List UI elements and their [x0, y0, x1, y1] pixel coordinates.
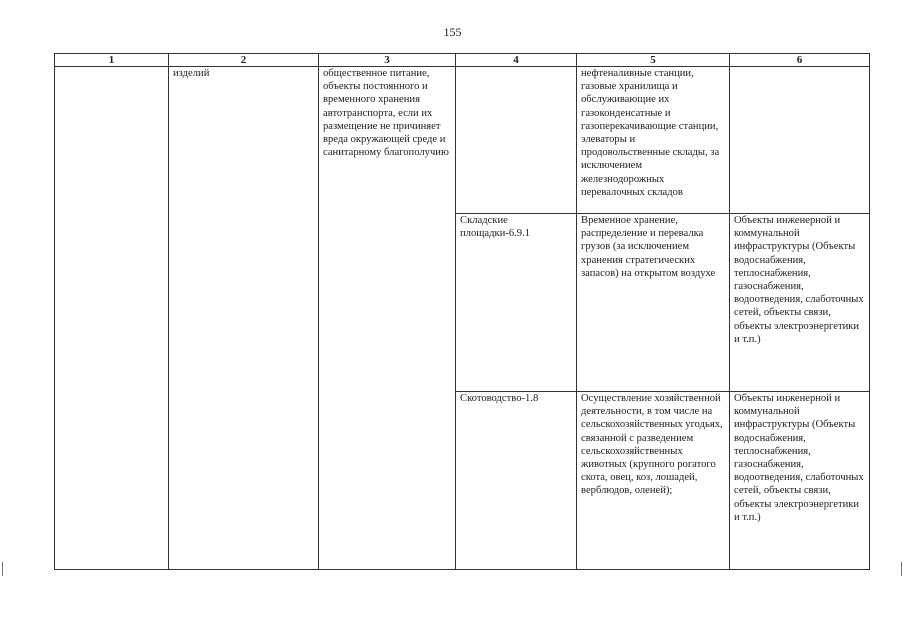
table-cell-col6 [730, 67, 870, 214]
table-cell-col2: изделий [169, 67, 319, 570]
column-header: 2 [169, 54, 319, 67]
table-cell-col4: Складские площадки-6.9.1 [456, 214, 577, 392]
column-header: 6 [730, 54, 870, 67]
column-header: 3 [319, 54, 456, 67]
column-header: 1 [55, 54, 169, 67]
column-header: 5 [577, 54, 730, 67]
table-cell-col6: Объекты инженерной и коммунальной инфраструктуры (Объекты водоснабжения, теплоснабжения, газоснабжения, водоотведения, слаботочных сетей, объекты связи, объекты электроэнергетики и т.п.) [730, 392, 870, 570]
table-cell-col5: Осуществление хозяйственной деятельности, в том числе на сельскохозяйственных угодьях, связанной с разведением сельскохозяйственных животных (крупного рогатого скота, овец, коз, лошадей, верблюдов, оленей); [577, 392, 730, 570]
table-cell-col6: Объекты инженерной и коммунальной инфраструктуры (Объекты водоснабжения, теплоснабжения, газоснабжения, водоотведения, слаботочных сетей, объекты связи, объекты электроэнергетики и т.п.) [730, 214, 870, 392]
table-cell-col4: Скотоводство-1.8 [456, 392, 577, 570]
table-cell-col5: Временное хранение, распределение и перевалка грузов (за исключением хранения стратегических запасов) на открытом воздухе [577, 214, 730, 392]
table-cell-col5: нефтеналивные станции, газовые хранилища и обслуживающие их газоконденсатные и газоперекачивающие станции, элеваторы и продовольственные склады, за исключением железнодорожных перевалочных складов [577, 67, 730, 214]
table-cell-col1 [55, 67, 169, 570]
page-number: 155 [443, 25, 462, 39]
table-row [55, 67, 870, 214]
scan-edge-mark-left [2, 562, 3, 576]
column-header: 4 [456, 54, 577, 67]
table-cell-col4 [456, 67, 577, 214]
scan-edge-mark-right [901, 562, 902, 576]
table-header-row [55, 54, 870, 67]
regulation-table [54, 53, 870, 570]
table-cell-col3: общественное питание, объекты постоянного и временного хранения автотранспорта, если их размещение не причиняет вреда окружающей среде и санитарному благополучию [319, 67, 456, 570]
